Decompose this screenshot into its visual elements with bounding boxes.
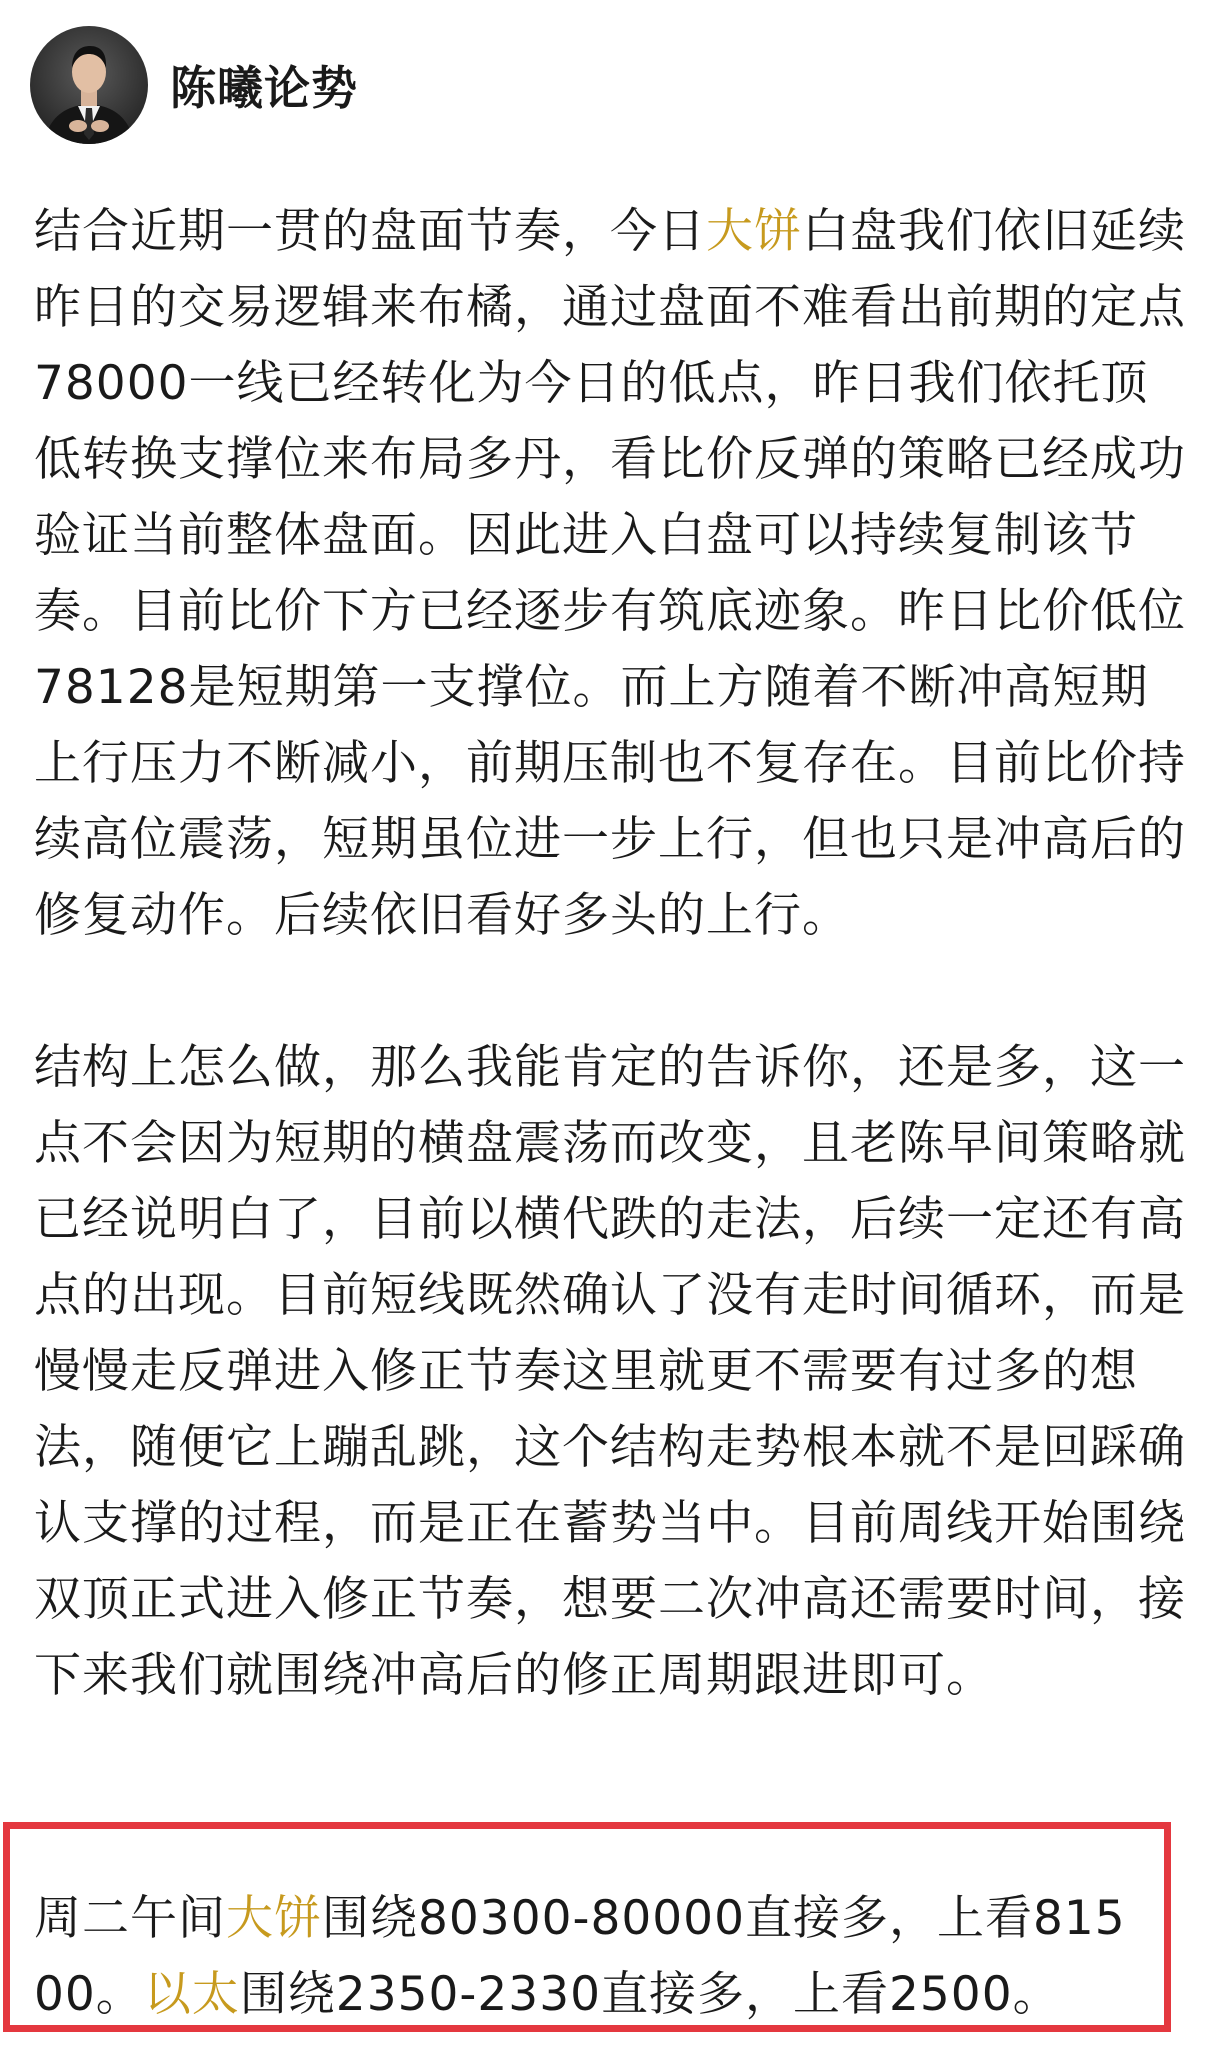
paragraph-2: 结构上怎么做，那么我能肯定的告诉你，还是多，这一点不会因为短期的横盘震荡而改变，且老陈早间策略就已经说明白了，目前以横代跌的走法，后续一定还有高点的出现。目前短线既然确认了没有走时间循环，而是慢慢走反弹进入修正节奏这里就更不需要有过多的想法，随便它上蹦乱跳，这个结构走势根本就不是回踩确认支撑的过程，而是正在蓄势当中。目前周线开始围绕双顶正式进入修正节奏，想要二次冲高还需要时间，接下来我们就围绕冲高后的修正周期跟进即可。 <box>34 1040 1186 1703</box>
paragraph-3-text-a: 周二午间 <box>34 1891 226 1946</box>
author-avatar[interactable] <box>30 26 148 144</box>
keyword-bitcoin-2[interactable]: 大饼 <box>226 1891 322 1946</box>
avatar-man-in-suit-icon <box>30 26 148 144</box>
paragraph-1 <box>34 194 1194 954</box>
paragraph-1-text-b: 白盘我们依旧延续昨日的交易逻辑来布橘，通过盘面不难看出前期的定点78000一线已经转化为今日的低点，昨日我们依托顶低转换支撑位来布局多丹，看比价反弹的策略已经成功验证当前整体盘面。因此进入白盘可以持续复制该节奏。目前比价下方已经逐步有筑底迹象。昨日比价低位78128是短期第一支撑位。而上方随着不断冲高短期上行压力不断减小，前期压制也不复存在。目前比价持续高位震荡，短期虽位进一步上行，但也只是冲高后的修复动作。后续依旧看好多头的上行。 <box>34 204 1186 943</box>
paragraph-3 <box>34 1881 1154 2033</box>
article-body <box>34 194 1194 1714</box>
paragraph-3-text-c: 围绕2350-2330直接多，上看2500。 <box>239 1967 1061 2022</box>
strategy-highlight-box <box>3 1822 1171 2032</box>
post-header <box>30 26 358 144</box>
paragraph-3-text-b: 围绕80300-80000直接多，上看81500。 <box>34 1891 1126 2022</box>
keyword-ethereum[interactable]: 以太 <box>143 1967 240 2022</box>
paragraph-1-text-a: 结合近期一贯的盘面节奏，今日 <box>34 204 706 259</box>
author-name[interactable]: 陈曦论势 <box>170 61 358 115</box>
keyword-bitcoin[interactable]: 大饼 <box>706 204 802 259</box>
